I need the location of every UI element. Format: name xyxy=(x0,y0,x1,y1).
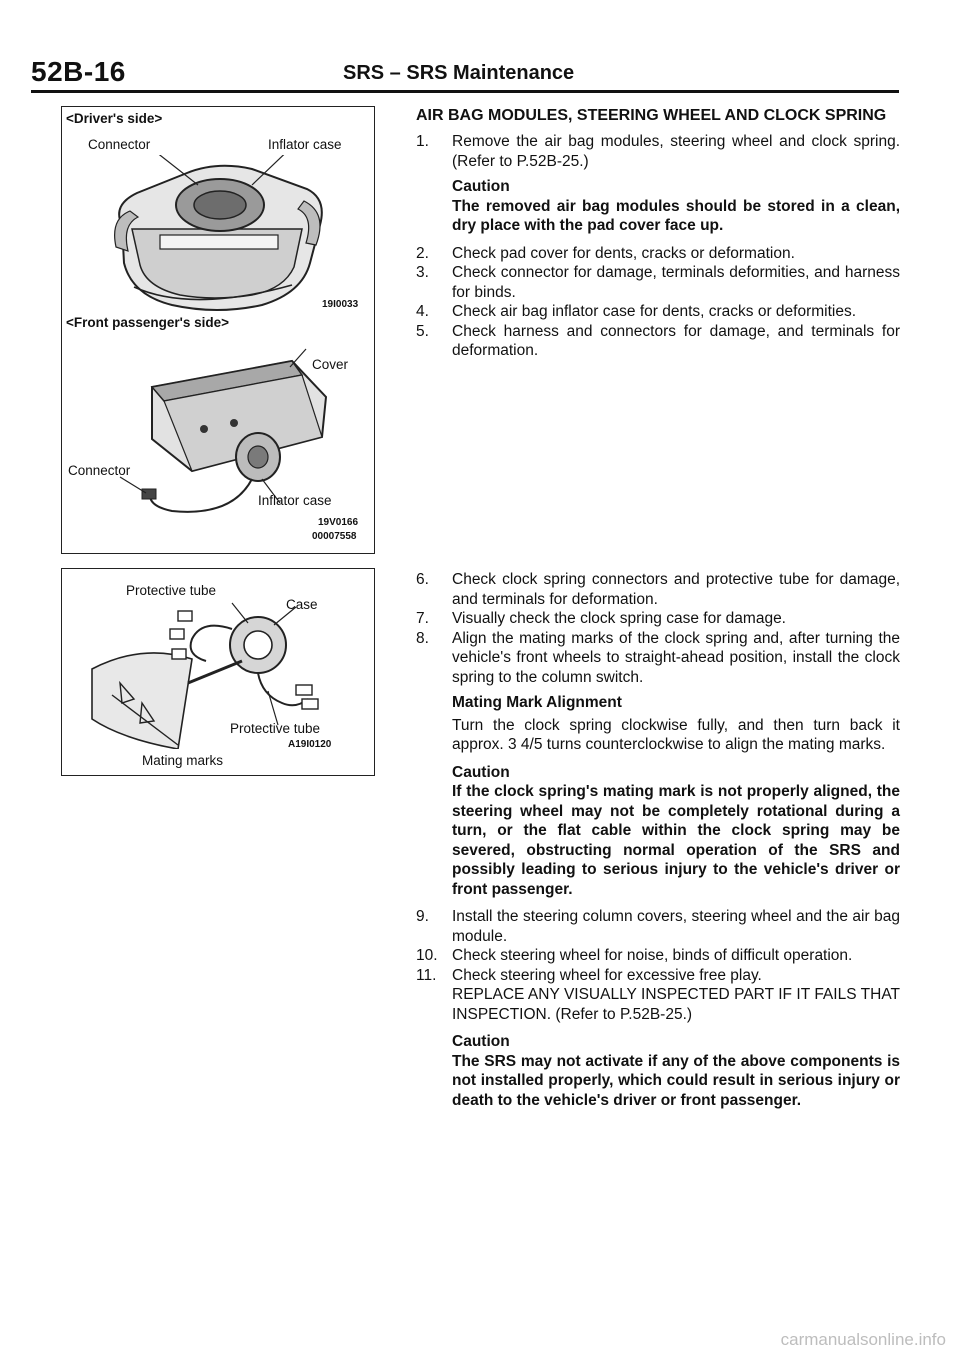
step-item xyxy=(416,907,900,946)
step-item xyxy=(416,263,900,302)
step-number: 1. xyxy=(416,133,429,150)
caution-1-text: The removed air bag modules should be stored in a clean, dry place with the pad cover face up. xyxy=(452,197,900,234)
step-text: Check steering wheel for excessive free play. xyxy=(452,966,762,984)
figure-code-a19i0120: A19I0120 xyxy=(288,739,332,750)
inflator-case-label-2: Inflator case xyxy=(258,493,332,508)
caution-1-label: Caution xyxy=(452,178,510,195)
protective-tube-label-bottom: Protective tube xyxy=(230,721,321,736)
protective-tube-label-top: Protective tube xyxy=(126,583,217,598)
step-number: 2. xyxy=(416,244,429,262)
steps-d xyxy=(416,907,900,985)
step-number: 6. xyxy=(416,571,429,588)
figure-clock-spring xyxy=(61,568,375,776)
step-item xyxy=(416,946,900,966)
step-text: Check clock spring connectors and protective tube for damage, and terminals for deformation. xyxy=(452,571,900,608)
caution-3-label: Caution xyxy=(452,1033,510,1050)
step-number: 3. xyxy=(416,264,429,281)
step-text: Install the steering column covers, steering wheel and the air bag module. xyxy=(452,908,900,945)
header-rule xyxy=(31,90,899,93)
page-number: 52B-16 xyxy=(31,56,126,87)
step-text: Check pad cover for dents, cracks or deformation. xyxy=(452,244,795,262)
step-number: 8. xyxy=(416,629,429,647)
connector-label-2: Connector xyxy=(68,463,131,478)
step-item xyxy=(416,570,900,609)
section-upper xyxy=(416,106,900,361)
step-text: Visually check the clock spring case for damage. xyxy=(452,610,786,627)
step-item xyxy=(416,966,900,986)
mating-mark-text: Turn the clock spring clockwise fully, and then turn back it approx. 3 4/5 turns counterclockwise to align the mating marks. xyxy=(452,716,900,753)
step-number: 4. xyxy=(416,303,429,320)
section-heading: AIR BAG MODULES, STEERING WHEEL AND CLOCK SPRING xyxy=(416,107,887,124)
figure-code-19i0033: 19I0033 xyxy=(322,299,359,310)
step-number: 9. xyxy=(416,908,429,925)
steps-a xyxy=(416,132,900,171)
replace-instruction: REPLACE ANY VISUALLY INSPECTED PART IF IT FAILS THAT INSPECTION. (Refer to P.52B-25.) xyxy=(452,986,900,1023)
inflator-case-label: Inflator case xyxy=(268,137,342,152)
caution-2-text: If the clock spring's mating mark is not properly aligned, the steering wheel may not be completely rotational during a turn, or the flat cable within the clock spring may be severed, obstructing normal operation of the SRS and possibly leading to serious injury to the vehicle's driver or front passenger. xyxy=(452,783,900,898)
case-label: Case xyxy=(286,597,318,612)
cover-label: Cover xyxy=(312,357,349,372)
figure-code-00007558: 00007558 xyxy=(312,531,357,542)
drivers-side-label: <Driver's side> xyxy=(66,111,163,126)
section-title: SRS – SRS Maintenance xyxy=(343,62,575,84)
step-item xyxy=(416,302,900,322)
caution-2-label: Caution xyxy=(452,763,510,781)
page-header xyxy=(31,56,899,88)
step-number: 10. xyxy=(416,947,438,964)
steps-b xyxy=(416,244,900,361)
step-number: 7. xyxy=(416,610,429,627)
step-item xyxy=(416,244,900,264)
front-passengers-side-label: <Front passenger's side> xyxy=(66,315,230,330)
step-item xyxy=(416,322,900,361)
passenger-airbag-illustration xyxy=(112,347,342,517)
driver-airbag-illustration xyxy=(102,155,332,315)
step-number: 5. xyxy=(416,322,429,340)
steps-c xyxy=(416,570,900,687)
step-text: Check steering wheel for noise, binds of difficult operation. xyxy=(452,947,853,964)
step-text: Remove the air bag modules, steering wheel and clock spring. (Refer to P.52B-25.) xyxy=(452,133,900,170)
connector-label: Connector xyxy=(88,137,151,152)
step-text: Check connector for damage, terminals deformities, and harness for binds. xyxy=(452,264,900,301)
watermark: carmanualsonline.info xyxy=(780,1330,946,1349)
figure-code-19v0166: 19V0166 xyxy=(318,517,359,528)
step-number: 11. xyxy=(416,966,437,984)
step-text: Check harness and connectors for damage, and terminals for deformation. xyxy=(452,322,900,359)
step-item xyxy=(416,609,900,629)
step-text: Check air bag inflator case for dents, cracks or deformities. xyxy=(452,303,857,320)
step-item xyxy=(416,629,900,688)
figure-air-bag-modules xyxy=(61,106,375,554)
step-text: Align the mating marks of the clock spring and, after turning the vehicle's front wheels to straight-ahead position, install the clock spring to the column switch. xyxy=(452,629,900,686)
mating-mark-heading: Mating Mark Alignment xyxy=(452,694,622,711)
mating-marks-label: Mating marks xyxy=(142,753,224,768)
section-lower xyxy=(416,570,900,1118)
caution-3-text: The SRS may not activate if any of the above components is not installed properly, which could result in serious injury or death to the vehicle's driver or front passenger. xyxy=(452,1052,900,1109)
step-item xyxy=(416,132,900,171)
